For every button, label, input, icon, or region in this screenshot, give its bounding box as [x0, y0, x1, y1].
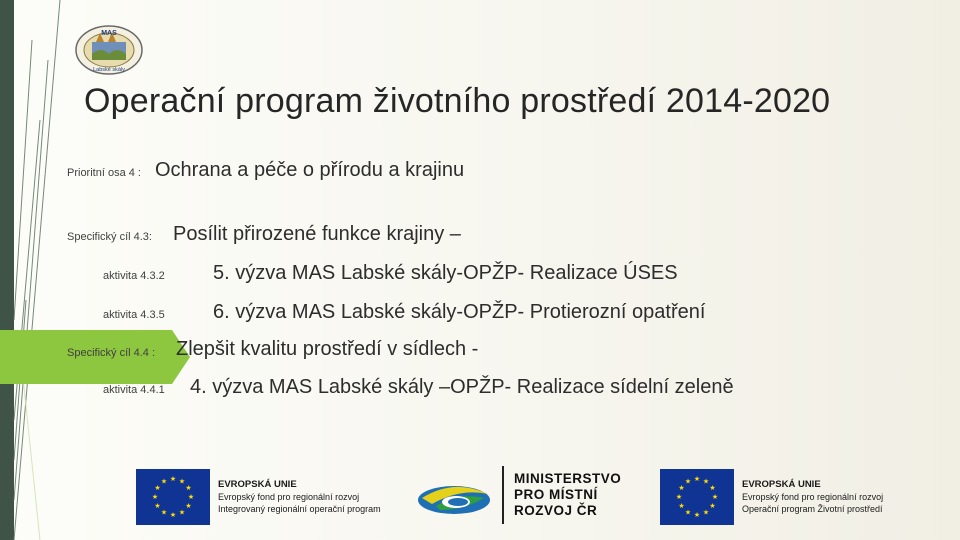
- svg-text:★: ★: [702, 508, 710, 517]
- item-text-priority-axis: Ochrana a péče o přírodu a krajinu: [155, 159, 465, 181]
- svg-text:★: ★: [151, 493, 159, 501]
- item-text-activity-4-3-5: 6. výzva MAS Labské skály-OPŽP- Protierozní opatření: [213, 301, 706, 323]
- svg-text:★: ★: [187, 493, 195, 501]
- svg-text:★: ★: [678, 484, 685, 492]
- item-label-goal-4-4: Specifický cíl 4.4 :: [67, 347, 156, 359]
- eu-flag-icon: [660, 469, 734, 525]
- svg-text:★: ★: [709, 502, 716, 510]
- svg-text:★: ★: [154, 502, 161, 510]
- svg-text:★: ★: [169, 475, 177, 483]
- item-text-goal-4-3: Posílit přirozené funkce krajiny –: [173, 223, 461, 245]
- mmr-line-2: PRO MÍSTNÍ: [514, 487, 598, 502]
- item-text-goal-4-4: Zlepšit kvalitu prostředí v sídlech -: [176, 338, 479, 360]
- eu-right-program: Operační program Životní prostředí: [742, 504, 883, 514]
- svg-text:★: ★: [169, 511, 177, 519]
- svg-text:★: ★: [160, 477, 168, 486]
- eu-right-title: EVROPSKÁ UNIE: [742, 479, 821, 490]
- mmr-line-1: MINISTERSTVO: [514, 471, 622, 486]
- eu-left-fund: Evropský fond pro regionální rozvoj: [218, 492, 360, 502]
- svg-text:★: ★: [702, 477, 710, 486]
- eu-left-program: Integrovaný regionální operační program: [218, 504, 381, 514]
- mas-logo: [74, 24, 144, 76]
- svg-text:★: ★: [693, 475, 701, 483]
- mmr-separator: [502, 466, 504, 524]
- svg-text:★: ★: [178, 508, 186, 517]
- eu-right-fund: Evropský fond pro regionální rozvoj: [742, 492, 884, 502]
- svg-text:★: ★: [185, 484, 192, 492]
- svg-text:★: ★: [684, 508, 692, 517]
- item-text-activity-4-3-2: 5. výzva MAS Labské skály-OPŽP- Realizace ÚSES: [213, 262, 678, 284]
- svg-text:★: ★: [684, 477, 692, 486]
- svg-text:★: ★: [178, 477, 186, 486]
- mmr-logo: [414, 462, 621, 528]
- svg-text:★: ★: [693, 511, 701, 519]
- svg-text:★: ★: [185, 502, 192, 510]
- footer-logos: [0, 462, 960, 532]
- eu-flag-icon: [136, 469, 210, 525]
- mmr-line-3: ROZVOJ ČR: [514, 503, 598, 518]
- eu-left-title: EVROPSKÁ UNIE: [218, 479, 297, 490]
- svg-text:★: ★: [160, 508, 168, 517]
- svg-text:★: ★: [678, 502, 685, 510]
- mmr-swoosh-icon: [414, 470, 494, 520]
- item-label-goal-4-3: Specifický cíl 4.3:: [67, 231, 152, 243]
- item-label-activity-4-3-5: aktivita 4.3.5: [103, 309, 165, 321]
- eu-opzp-logo: [660, 468, 883, 526]
- eu-irop-logo: [136, 468, 381, 526]
- logo-text-top: MAS: [101, 30, 117, 37]
- svg-text:★: ★: [711, 493, 719, 501]
- svg-text:★: ★: [154, 484, 161, 492]
- logo-text-bottom: Labské skály: [93, 67, 125, 73]
- item-label-priority-axis: Prioritní osa 4 :: [67, 167, 141, 179]
- svg-text:★: ★: [709, 484, 716, 492]
- item-label-activity-4-4-1: aktivita 4.4.1: [103, 384, 165, 396]
- item-text-activity-4-4-1: 4. výzva MAS Labské skály –OPŽP- Realizace sídelní zeleně: [190, 376, 734, 398]
- svg-text:★: ★: [675, 493, 683, 501]
- slide-title: Operační program životního prostředí 2014-2020: [84, 82, 831, 120]
- decorative-lines: [0, 0, 80, 540]
- item-label-activity-4-3-2: aktivita 4.3.2: [103, 270, 165, 282]
